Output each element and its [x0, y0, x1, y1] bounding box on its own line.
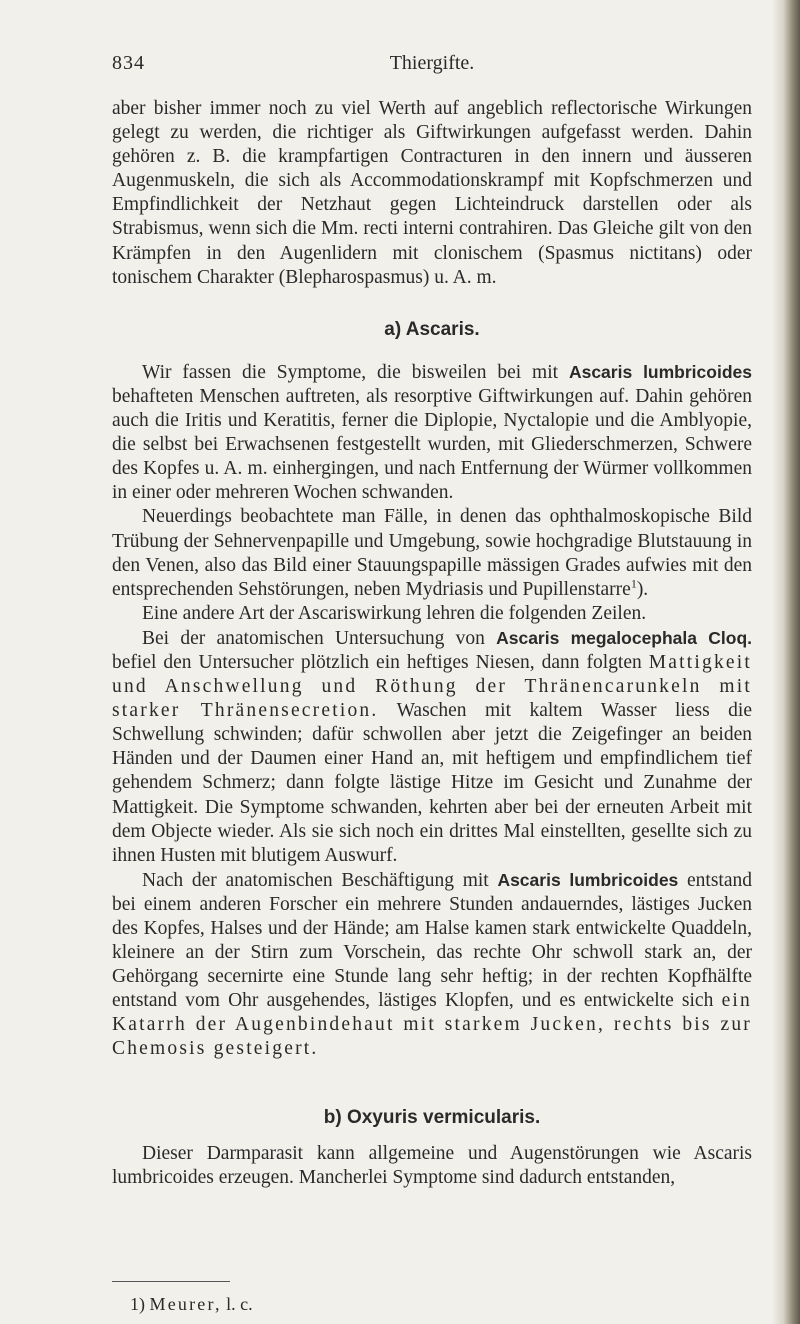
species-name: Ascaris lumbricoides — [568, 361, 752, 382]
paragraph-intro: Eine andere Art der Ascariswirkung lehren die folgenden Zeilen. — [142, 602, 647, 624]
running-head: Thiergifte. — [389, 52, 475, 74]
paragraph-megalocephala — [112, 626, 752, 868]
species-name: Ascaris megalocephala Cloq. — [496, 627, 752, 648]
text-run: Wir fassen die Symptome, die bisweilen bei mit — [142, 361, 569, 383]
paragraph-lumbricoides-case — [112, 868, 752, 1062]
paragraph-continued: aber bisher immer noch zu viel Werth auf angeblich reflectorische Wirkungen gelegt zu werden, die richtiger als Giftwirkungen aufgefasst werden. Dahin gehören z. B. die krampfartigen Contracturen in den innern und äusseren Augenmuskeln, die sich als Accommodationskrampf mit Kopfschmerzen und Empfindlichkeit der Netzhaut gegen Lichteindruck darstellen oder als Strabismus, wenn sich die Mm. recti interni contrahiren. Das Gleiche gilt von den Krämpfen in den Augenlidern mit clonischem (Spasmus nictitans) oder tonischem Charakter (Blepharospasmus) u. A. m. — [112, 98, 752, 288]
text-run: Nach der anatomischen Beschäftigung mit — [142, 869, 498, 891]
footnote-ref-text: l. c. — [226, 1294, 253, 1314]
text-run: befiel den Untersucher plötzlich ein heftiges Niesen, dann folgten — [112, 651, 649, 673]
page-header — [112, 52, 752, 80]
footnote — [130, 1294, 253, 1315]
text-run: behafteten Menschen auftreten, als resorptive Giftwirkungen auf. Dahin gehören auch die Iritis und Keratitis, ferner die Diplopie, Nyctalopie und die Amblyopie, die selbst bei Erwachsenen festgestellt wurden, mit Gliederschmerzen, Schwere des Kopfes u. A. m. einhergingen, und nach Entfernung der Würmer vollkommen in einer oder mehreren Wochen schwanden. — [112, 385, 752, 504]
text-run: Waschen mit kaltem Wasser liess die Schwellung schwinden; dafür schwollen aber jetzt die Zeigefinger an beiden Händen und der Daumen einer Hand an, mit heftigem und empfindlichem tief gehendem Schmerz; dann folgte lästige Hitze im Gesicht und Zunahme der Mattigkeit. Die Symptome schwanden, kehrten aber bei der erneuten Arbeit mit dem Objecte wieder. Als sie sich noch ein drittes Mal einstellten, gesellte sich zu ihnen Husten mit blutigem Auswurf. — [112, 700, 752, 866]
footnote-rule — [112, 1281, 230, 1282]
paragraph-symptoms — [112, 360, 752, 506]
footnote-marker: 1) — [130, 1294, 145, 1314]
spaced-emphasis: Mattigkeit und Anschwellung und Röthung der Thränencarunkeln mit starker Thränensecretion. — [112, 651, 752, 722]
page-edge-shadow — [772, 0, 800, 1324]
text-run: Bei der anatomischen Untersuchung von — [142, 627, 497, 649]
spaced-emphasis: ein Katarrh der Augenbindehaut mit starkem Jucken, rechts bis zur Chemosis gesteigert. — [112, 990, 752, 1060]
species-name: Ascaris lumbricoides — [497, 869, 679, 890]
footnote-ref: 1 — [630, 576, 637, 591]
paragraph-ophthalmoscopy — [112, 505, 752, 601]
section-heading-oxyuris: b) Oxyuris vermicularis. — [323, 1106, 541, 1128]
text-run: entstand bei einem anderen Forscher ein mehrere Stunden andauerndes, lästiges Jucken des Kopfes, Halses und der Hände; am Halse kamen stark entwickelte Quaddeln, kleinere an der Stirn zum Vorschein, das rechte Ohr schwoll stark an, der Gehörgang secernirte eine Stunde lang sehr heftig; in der rechten Kopfhälfte entstand vom Ohr ausgehendes, lästiges Klopfen, und es entwickelte sich — [112, 869, 752, 1012]
body-text — [112, 97, 752, 1190]
page-number: 834 — [112, 52, 145, 74]
footnote-author: Meurer, — [149, 1294, 222, 1314]
text-run: ). — [636, 578, 649, 600]
section-heading-ascaris: a) Ascaris. — [384, 318, 480, 340]
paragraph-oxyuris: Dieser Darmparasit kann allgemeine und Augenstörungen wie Ascaris lumbricoides erzeugen. Mancherlei Symptome sind dadurch entstanden, — [112, 1142, 752, 1188]
text-run: Neuerdings beobachtete man Fälle, in denen das ophthalmoskopische Bild Trübung der Sehnervenpapille und Umgebung, sowie hochgradige Blutstauung in den Venen, also das Bild einer Stauungspapille mässigen Grades aufwies mit den entsprechenden Sehstörungen, neben Mydriasis und Pupillenstarre — [112, 506, 752, 600]
